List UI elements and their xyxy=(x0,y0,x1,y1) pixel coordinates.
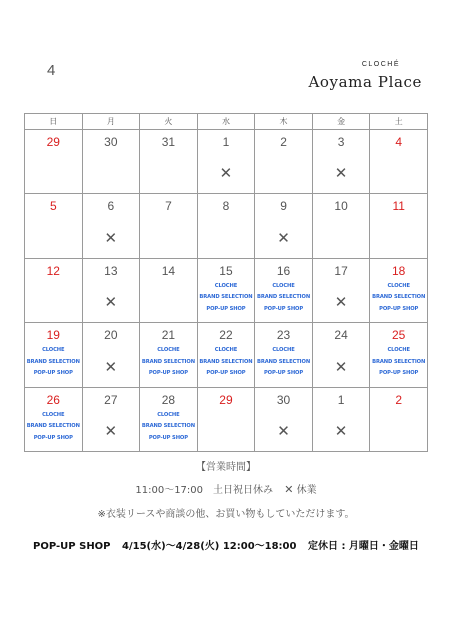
weekday-wed: 水 xyxy=(197,114,255,130)
day-number: 30 xyxy=(104,135,118,149)
closed-x-icon: ✕ xyxy=(334,164,348,183)
calendar-day-cell xyxy=(82,258,140,322)
calendar-day-cell xyxy=(25,387,83,451)
calendar-day-cell xyxy=(140,323,198,387)
brand-logo-name: Aoyama Place xyxy=(308,73,422,91)
day-number: 29 xyxy=(219,392,233,407)
event-line: POP-UP SHOP xyxy=(33,370,73,377)
closed-x-icon: ✕ xyxy=(104,293,118,312)
calendar-day-cell xyxy=(255,323,313,387)
popup-dates: 4/15(水)〜4/28(火) 12:00〜18:00 xyxy=(122,541,297,552)
day-number: 30 xyxy=(276,392,291,407)
calendar-day-cell xyxy=(82,323,140,387)
calendar-day-cell xyxy=(370,387,428,451)
event-line: POP-UP SHOP xyxy=(33,434,73,441)
day-number: 1 xyxy=(222,135,230,149)
popup-event-label xyxy=(198,281,255,316)
calendar-day-cell xyxy=(197,258,255,322)
popup-event-label xyxy=(140,410,197,445)
day-number: 4 xyxy=(395,135,403,149)
calendar-day-cell xyxy=(25,130,83,194)
calendar-day-cell xyxy=(197,130,255,194)
day-number: 11 xyxy=(392,199,405,214)
hours-line xyxy=(0,481,452,496)
day-number: 21 xyxy=(161,328,176,343)
closed-x-icon: ✕ xyxy=(334,422,348,440)
calendar-day-cell xyxy=(197,194,255,258)
closed-x-icon: ✕ xyxy=(104,228,118,247)
closed-x-icon: ✕ xyxy=(334,293,348,312)
calendar-day-cell xyxy=(255,387,313,451)
event-line: POP-UP SHOP xyxy=(148,370,188,377)
month-label: 4 xyxy=(47,62,56,79)
event-line: BRAND SELECTION xyxy=(141,423,195,430)
service-note: ※衣装リースや商談の他、お買い物もしていただけます。 xyxy=(97,509,355,520)
calendar-day-cell xyxy=(370,258,428,322)
event-line: POP-UP SHOP xyxy=(206,370,246,377)
weekday-sat: 土 xyxy=(370,114,428,130)
day-number: 12 xyxy=(46,263,60,278)
day-number: 15 xyxy=(219,263,233,278)
event-line: POP-UP SHOP xyxy=(263,370,304,377)
calendar-day-cell xyxy=(312,194,370,258)
calendar-grid xyxy=(24,113,428,452)
popup-holiday: 定休日 : 月曜日・金曜日 xyxy=(307,541,419,552)
popup-event-label xyxy=(370,345,427,380)
popup-event-label xyxy=(25,410,82,445)
event-line: POP-UP SHOP xyxy=(206,305,246,312)
calendar-day-cell xyxy=(25,258,83,322)
calendar-week-row xyxy=(25,194,428,258)
calendar-day-cell xyxy=(370,194,428,258)
closed-x-icon: ✕ xyxy=(104,422,118,440)
event-line: CLOCHE xyxy=(42,347,65,354)
closed-x-icon: ✕ xyxy=(277,422,290,440)
calendar-day-cell xyxy=(82,194,140,258)
weekday-tue: 火 xyxy=(140,114,198,130)
day-number: 7 xyxy=(165,199,172,214)
calendar-day-cell xyxy=(140,258,198,322)
event-line: POP-UP SHOP xyxy=(379,305,419,312)
event-line: CLOCHE xyxy=(42,411,65,418)
calendar-week-row xyxy=(25,258,428,322)
event-line: POP-UP SHOP xyxy=(379,370,419,377)
day-number: 31 xyxy=(161,135,176,149)
popup-label: POP-UP SHOP xyxy=(33,541,111,552)
day-number: 18 xyxy=(392,263,406,278)
day-number: 22 xyxy=(219,328,233,343)
closed-x-icon: ✕ xyxy=(334,357,348,376)
popup-event-label xyxy=(198,345,255,380)
day-number: 8 xyxy=(222,199,230,214)
calendar-body xyxy=(25,130,428,452)
event-line: CLOCHE xyxy=(214,282,238,289)
day-number: 6 xyxy=(107,199,115,214)
weekday-sun: 日 xyxy=(25,114,83,130)
calendar-day-cell xyxy=(255,258,313,322)
event-line: BRAND SELECTION xyxy=(256,358,311,365)
popup-event-label xyxy=(25,345,82,380)
calendar-week-row xyxy=(25,387,428,451)
calendar-day-cell xyxy=(370,130,428,194)
day-number: 25 xyxy=(392,328,406,343)
calendar-day-cell xyxy=(140,194,198,258)
day-number: 26 xyxy=(46,392,60,407)
day-number: 16 xyxy=(276,263,291,278)
calendar-day-cell xyxy=(197,387,255,451)
event-line: POP-UP SHOP xyxy=(148,434,188,441)
closed-x-icon: ✕ xyxy=(219,164,233,183)
day-number: 9 xyxy=(280,199,287,214)
event-line: BRAND SELECTION xyxy=(372,294,426,301)
weekday-thu: 木 xyxy=(255,114,313,130)
event-line: CLOCHE xyxy=(214,347,238,354)
popup-event-label xyxy=(140,345,197,380)
day-number: 2 xyxy=(280,135,287,149)
day-number: 14 xyxy=(161,263,176,278)
day-number: 2 xyxy=(395,392,403,407)
closed-x-icon: ✕ xyxy=(277,228,290,247)
calendar-day-cell xyxy=(25,323,83,387)
calendar-day-cell xyxy=(255,194,313,258)
weekday-mon: 月 xyxy=(82,114,140,130)
weekday-header-row xyxy=(25,114,428,130)
day-number: 1 xyxy=(337,392,345,407)
popup-event-label xyxy=(370,281,427,316)
calendar-week-row xyxy=(25,130,428,194)
event-line: CLOCHE xyxy=(157,347,180,354)
event-line: BRAND SELECTION xyxy=(372,358,426,365)
day-number: 28 xyxy=(161,392,176,407)
event-line: BRAND SELECTION xyxy=(199,294,253,301)
popup-event-label xyxy=(255,281,312,316)
event-line: BRAND SELECTION xyxy=(199,358,253,365)
event-line: CLOCHE xyxy=(387,282,410,289)
calendar-day-cell xyxy=(370,323,428,387)
weekday-fri: 金 xyxy=(312,114,370,130)
day-number: 23 xyxy=(276,328,291,343)
event-line: CLOCHE xyxy=(272,282,295,289)
brand-logo-small: CLOCHÉ xyxy=(361,61,400,68)
day-number: 10 xyxy=(334,199,348,214)
popup-event-label xyxy=(255,345,312,380)
event-line: CLOCHE xyxy=(272,347,295,354)
event-line: POP-UP SHOP xyxy=(263,305,304,312)
calendar-day-cell xyxy=(255,130,313,194)
popup-info xyxy=(0,537,452,552)
closed-x-icon: ✕ xyxy=(104,357,118,376)
day-number: 3 xyxy=(337,135,345,149)
event-line: BRAND SELECTION xyxy=(256,294,311,301)
calendar-day-cell xyxy=(197,323,255,387)
day-number: 5 xyxy=(49,199,57,214)
calendar-day-cell xyxy=(312,130,370,194)
event-line: BRAND SELECTION xyxy=(26,358,80,365)
closed-legend-label: 休業 xyxy=(296,485,317,496)
day-number: 27 xyxy=(104,392,118,407)
event-line: CLOCHE xyxy=(387,347,410,354)
day-number: 20 xyxy=(104,328,118,343)
calendar-day-cell xyxy=(82,130,140,194)
day-number: 19 xyxy=(46,328,60,343)
calendar-day-cell xyxy=(312,258,370,322)
calendar-week-row xyxy=(25,323,428,387)
calendar-day-cell xyxy=(140,130,198,194)
calendar-day-cell xyxy=(25,194,83,258)
day-number: 29 xyxy=(46,135,60,149)
day-number: 17 xyxy=(334,263,348,278)
closed-legend-icon: ✕ xyxy=(284,483,294,496)
calendar-day-cell xyxy=(312,387,370,451)
calendar-day-cell xyxy=(140,387,198,451)
event-line: CLOCHE xyxy=(157,411,180,418)
day-number: 13 xyxy=(104,263,118,278)
event-line: BRAND SELECTION xyxy=(141,358,195,365)
hours-text: 11:00〜17:00 土日祝日休み xyxy=(135,485,274,496)
hours-title: 【営業時間】 xyxy=(196,462,256,473)
day-number: 24 xyxy=(334,328,348,343)
event-line: BRAND SELECTION xyxy=(26,423,80,430)
calendar-day-cell xyxy=(82,387,140,451)
calendar-day-cell xyxy=(312,323,370,387)
